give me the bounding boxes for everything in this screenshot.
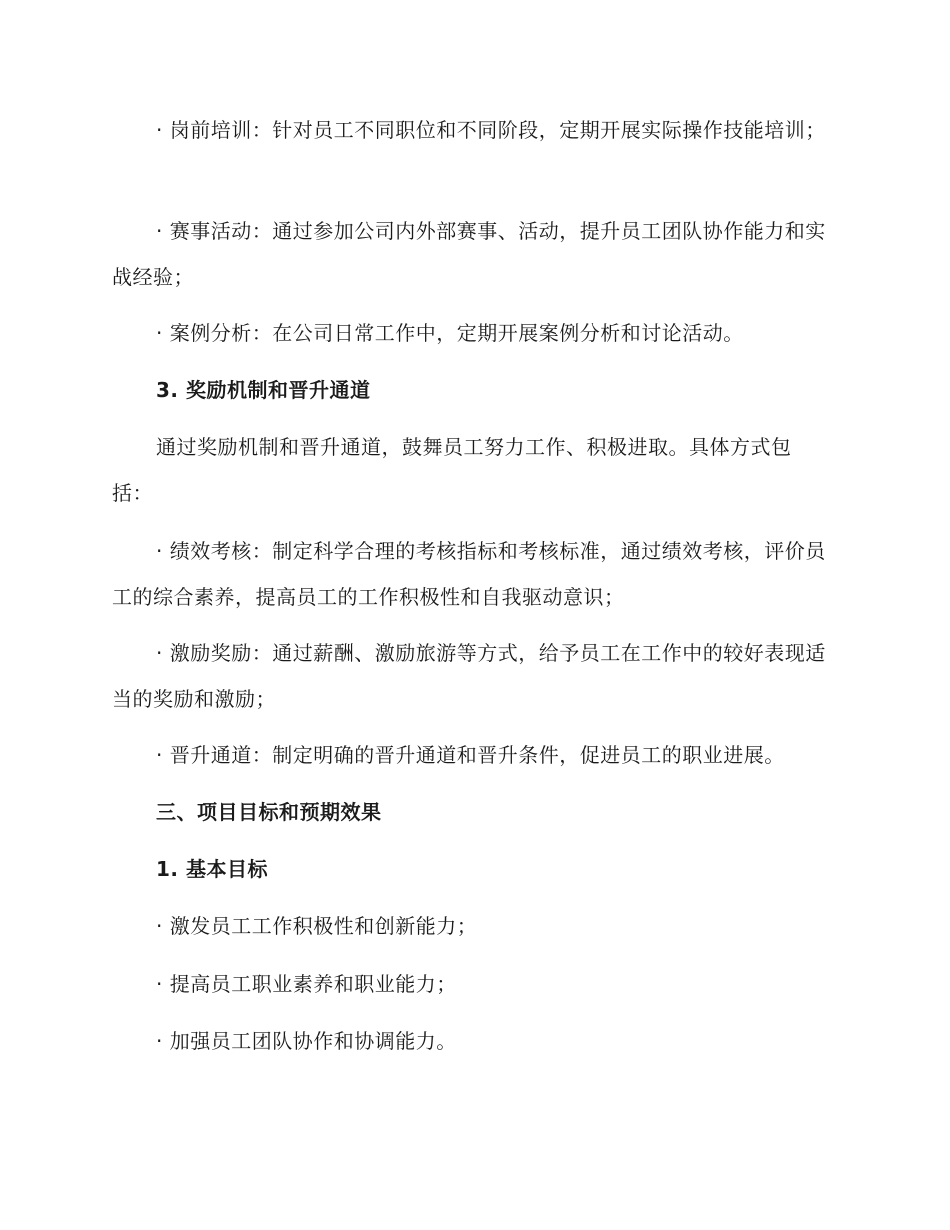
goal-item-2: · 提高员工职业素养和职业能力； [156, 972, 457, 996]
goal-item-1: · 激发员工工作积极性和创新能力； [156, 914, 478, 938]
bullet-events: · 赛事活动：通过参加公司内外部赛事、活动，提升员工团队协作能力和实战经验； [112, 219, 826, 289]
bullet-promotion: · 晋升通道：制定明确的晋升通道和晋升条件，促进员工的职业进展。 [156, 743, 785, 767]
bullet-rewards: · 激励奖励：通过薪酬、激励旅游等方式，给予员工在工作中的较好表现适当的奖励和激励； [112, 641, 826, 711]
bullet-case-analysis: · 案例分析：在公司日常工作中，定期开展案例分析和讨论活动。 [156, 321, 744, 345]
goal-item-3: · 加强员工团队协作和协调能力。 [156, 1029, 457, 1053]
section-heading-incentive: 3. 奖励机制和晋升通道 [156, 378, 371, 402]
section-heading-basic-goals: 1. 基本目标 [156, 857, 268, 881]
incentive-intro-paragraph: 通过奖励机制和晋升通道，鼓舞员工努力工作、积极进取。具体方式包括： [112, 435, 792, 505]
chapter-heading-goals: 三、项目目标和预期效果 [156, 800, 382, 824]
bullet-prejob-training: · 岗前培训：针对员工不同职位和不同阶段，定期开展实际操作技能培训； [156, 118, 826, 142]
bullet-performance-review: · 绩效考核：制定科学合理的考核指标和考核标准，通过绩效考核，评价员工的综合素养，提高员工的工作积极性和自我驱动意识； [112, 539, 826, 609]
